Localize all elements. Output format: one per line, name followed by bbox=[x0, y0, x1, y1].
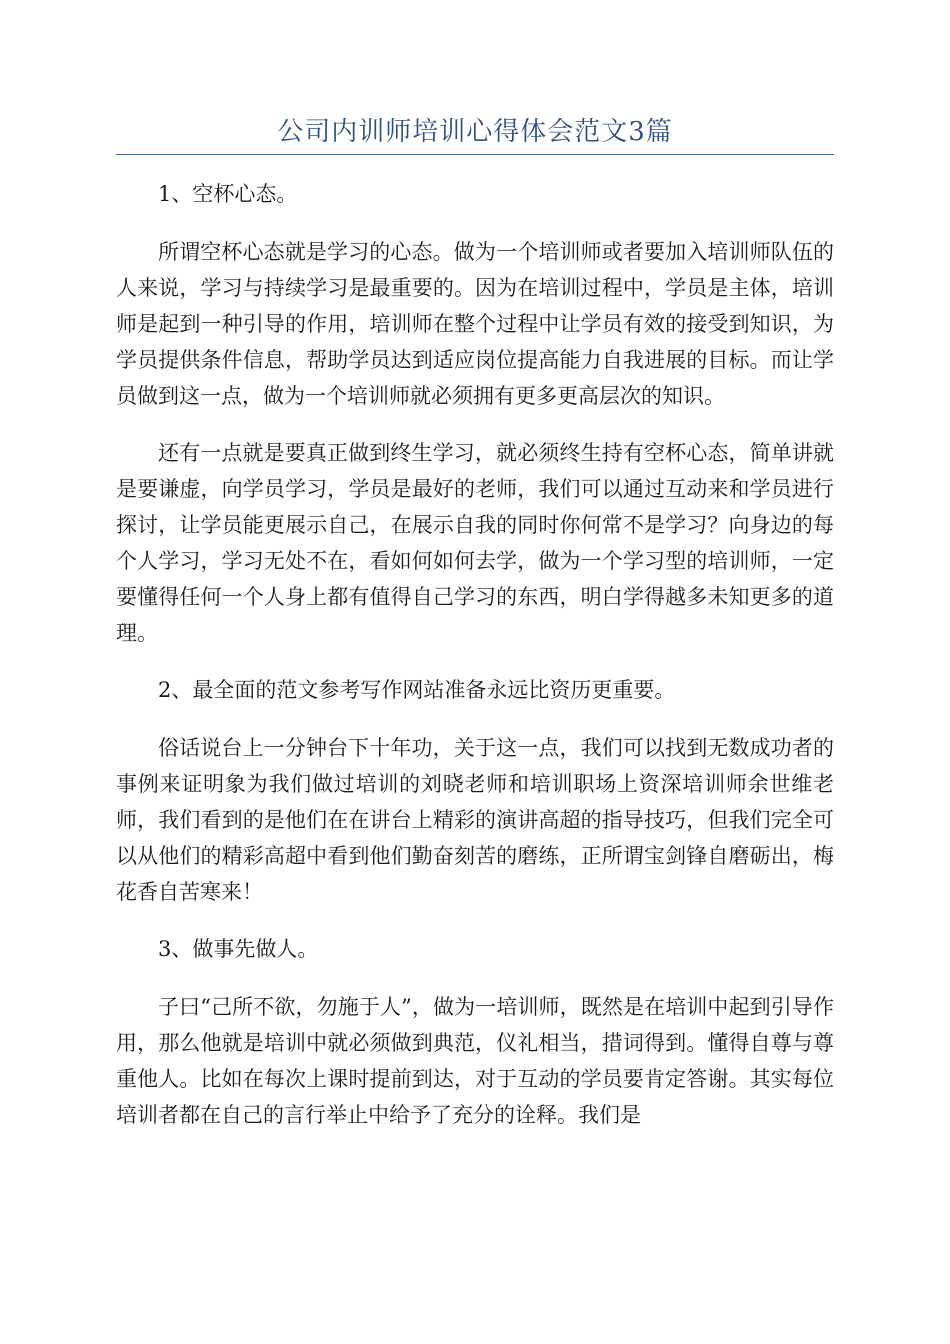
section-heading-3: 3、做事先做人。 bbox=[158, 937, 319, 961]
body-paragraph: 俗话说台上一分钟台下十年功，关于这一点，我们可以找到无数成功者的事例来证明象为我们做过培训的刘晓老师和培训职场上资深培训师余世维老师，我们看到的是他们在在讲台上精彩的演讲高超的指导技巧，但我们完全可以从他们的精彩高超中看到他们勤奋刻苦的磨练，正所谓宝剑锋自磨砺出，梅花香自苦寒来！ bbox=[116, 736, 834, 904]
document-body bbox=[116, 176, 834, 1154]
section-heading-2: 2、最全面的范文参考写作网站准备永远比资历更重要。 bbox=[158, 678, 676, 702]
body-paragraph: 子曰“己所不欲，勿施于人”，做为一培训师，既然是在培训中起到引导作用，那么他就是培训中就必须做到典范，仪礼相当，措词得到。懂得自尊与尊重他人。比如在每次上课时提前到达，对于互动的学员要肯定答谢。其实每位培训者都在自己的言行举止中给予了充分的诠释。我们是 bbox=[116, 995, 834, 1127]
section-heading-1: 1、空杯心态。 bbox=[158, 182, 298, 206]
body-paragraph: 所谓空杯心态就是学习的心态。做为一个培训师或者要加入培训师队伍的人来说，学习与持续学习是最重要的。因为在培训过程中，学员是主体，培训师是起到一种引导的作用，培训师在整个过程中让学员有效的接受到知识，为学员提供条件信息，帮助学员达到适应岗位提高能力自我进展的目标。而让学员做到这一点，做为一个培训师就必须拥有更多更高层次的知识。 bbox=[116, 240, 834, 408]
body-paragraph: 还有一点就是要真正做到终生学习，就必须终生持有空杯心态，简单讲就是要谦虚，向学员学习，学员是最好的老师，我们可以通过互动来和学员进行探讨，让学员能更展示自己，在展示自我的同时你何常不是学习？向身边的每个人学习，学习无处不在，看如何如何去学，做为一个学习型的培训师，一定要懂得任何一个人身上都有值得自己学习的东西，明白学得越多未知更多的道理。 bbox=[116, 441, 834, 645]
title-underline bbox=[116, 154, 834, 155]
document-title: 公司内训师培训心得体会范文3篇 bbox=[277, 117, 673, 147]
